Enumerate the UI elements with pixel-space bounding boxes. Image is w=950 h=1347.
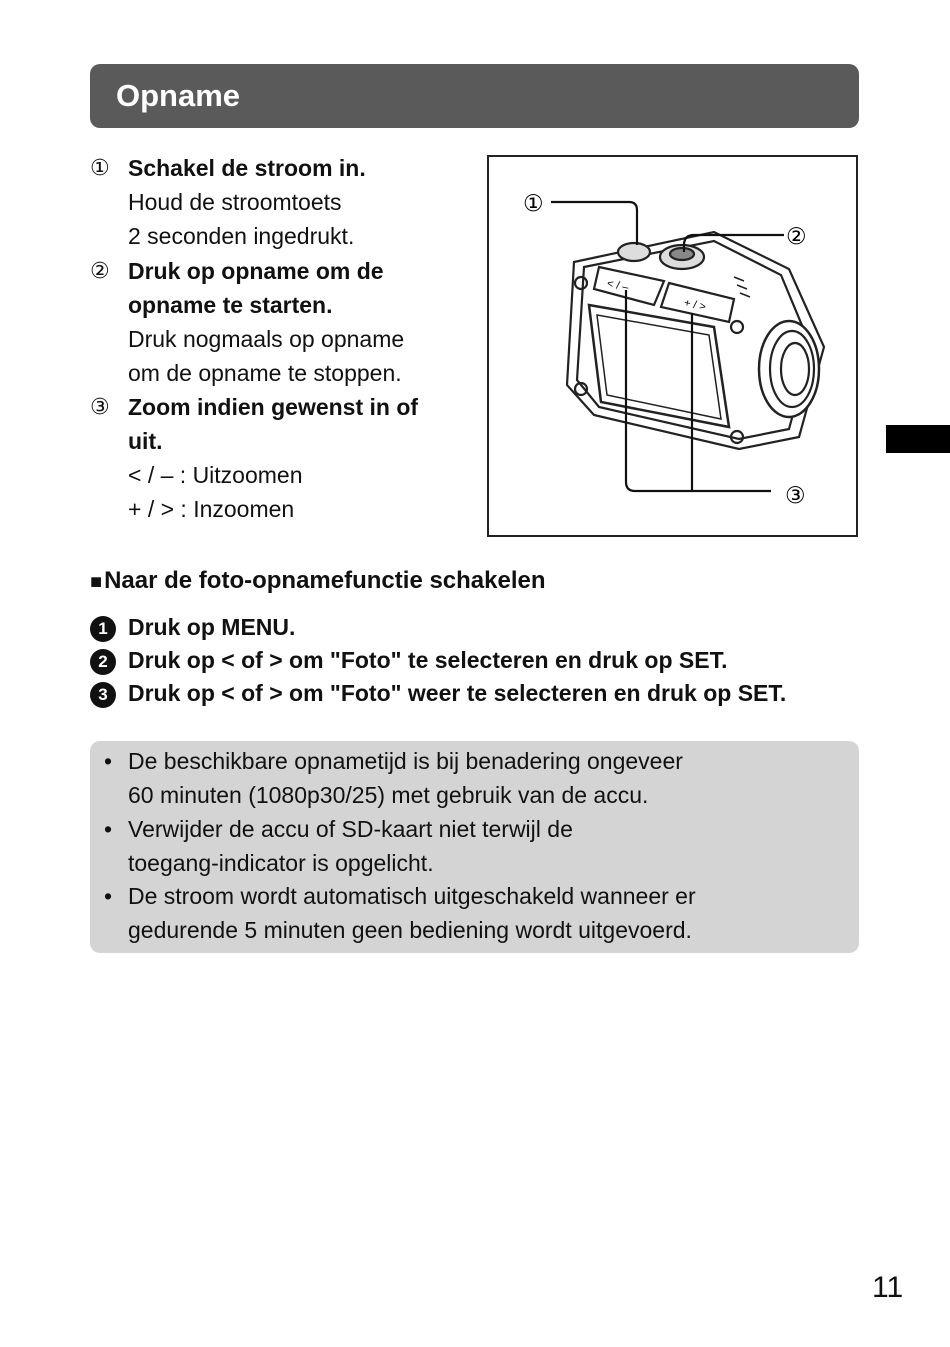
numbered-step	[90, 644, 727, 676]
note-line: Verwijder de accu of SD-kaart niet terwijl de	[128, 816, 573, 842]
numbered-step	[90, 677, 786, 709]
step-line: Houd de stroomtoets	[128, 189, 342, 215]
step-number-badge: 3	[90, 682, 116, 708]
page-title: Opname	[116, 78, 241, 113]
step-line: + / > : Inzoomen	[128, 496, 295, 522]
step-marker: ③	[90, 394, 110, 419]
callout-2: ②	[786, 224, 807, 250]
callout-3: ③	[785, 483, 806, 509]
note-item	[104, 812, 844, 880]
note-line: gedurende 5 minuten geen bediening wordt uitgevoerd.	[128, 917, 692, 943]
step-line: om de opname te stoppen.	[128, 360, 402, 386]
step-marker: ①	[90, 155, 110, 180]
numbered-step-text: Druk op MENU.	[128, 614, 296, 640]
notes-box	[90, 741, 859, 953]
chapter-tab-marker	[886, 425, 950, 453]
step-title: Druk op opname om de	[128, 258, 384, 284]
camera-body	[567, 232, 824, 449]
step-title: Zoom indien gewenst in of	[128, 394, 419, 420]
step-line: Druk nogmaals op opname	[128, 326, 405, 352]
bullet-icon: •	[104, 816, 113, 842]
step-title: opname te starten.	[128, 292, 333, 318]
step-line: 2 seconden ingedrukt.	[128, 223, 355, 249]
step-power-on	[90, 151, 470, 253]
step-zoom	[90, 390, 470, 526]
zoom-out-button-label: < / –	[605, 277, 630, 294]
bullet-icon: •	[104, 748, 113, 774]
note-line: 60 minuten (1080p30/25) met gebruik van de accu.	[128, 782, 649, 808]
note-item	[104, 879, 844, 947]
camera-drawing	[489, 157, 856, 535]
step-title: Schakel de stroom in.	[128, 155, 366, 181]
step-number-badge: 1	[90, 616, 116, 642]
numbered-step	[90, 611, 295, 643]
note-item	[104, 744, 844, 812]
step-start-recording	[90, 254, 470, 390]
step-number-badge: 2	[90, 649, 116, 675]
page-number: 11	[872, 1271, 904, 1304]
numbered-step-text: Druk op < of > om "Foto" te selecteren en druk op SET.	[128, 647, 728, 673]
section-header	[90, 64, 859, 128]
bullet-icon: •	[104, 883, 113, 909]
square-bullet-icon: ■	[90, 571, 103, 593]
note-line: toegang-indicator is opgelicht.	[128, 850, 434, 876]
numbered-step-text: Druk op < of > om "Foto" weer te selecteren en druk op SET.	[128, 680, 787, 706]
section-title-text: Naar de foto-opnamefunctie schakelen	[104, 567, 546, 594]
step-title: uit.	[128, 428, 163, 454]
camera-illustration	[487, 155, 858, 537]
step-line: < / – : Uitzoomen	[128, 462, 303, 488]
step-marker: ②	[90, 258, 110, 283]
callout-1: ①	[523, 191, 544, 217]
note-line: De beschikbare opnametijd is bij benadering ongeveer	[128, 748, 683, 774]
zoom-in-button-label: + / >	[682, 297, 707, 314]
section-title	[90, 564, 546, 599]
note-line: De stroom wordt automatisch uitgeschakeld wanneer er	[128, 883, 696, 909]
